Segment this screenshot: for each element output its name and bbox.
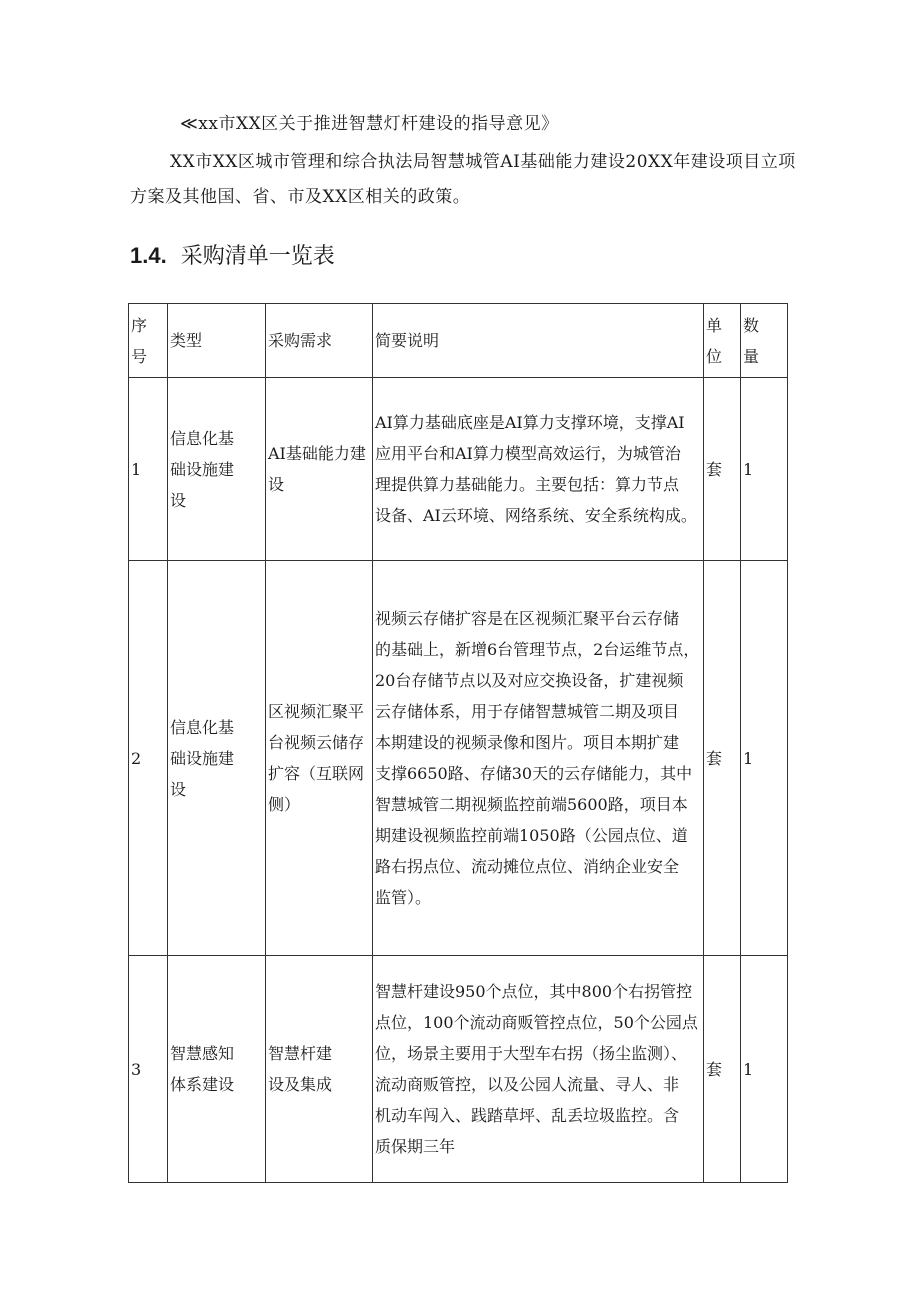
row-desc: AI算力基础底座是AI算力支撑环境，支撑AI 应用平台和AI算力模型高效运行，为城管治 理提供算力基础能力。主要包括：算力节点 设备、AI云环境、网络系统、安全系统构成。 [373, 378, 704, 561]
row-demand: 区视频汇聚平 台视频云储存 扩容（互联网 侧） [266, 561, 373, 956]
section-heading [130, 240, 335, 273]
table-header-row [129, 304, 788, 378]
header-unit: 单 位 [704, 304, 741, 378]
row-desc: 视频云存储扩容是在区视频汇聚平台云存储 的基础上，新增6台管理节点，2台运维节点， 20台存储节点以及对应交换设备，扩建视频 云存储体系，用于存储智慧城管二期及项目 本期建设的视频录像和图片。项目本期扩建 支撑6650路、存储30天的云存储能力，其中 智慧城管二期视频监控前端5600路，项目本 期建设视频监控前端1050路（公园点位、道 路右拐点位、流动摊位点位、消纳企业安全 监管）。 [373, 561, 704, 956]
row-desc: 智慧杆建设950个点位，其中800个右拐管控 点位，100个流动商贩管控点位，50个公园点 位，场景主要用于大型车右拐（扬尘监测）、 流动商贩管控，以及公园人流量、寻人、非 机动车闯入、践踏草坪、乱丢垃圾监控。含 质保期三年 [373, 956, 704, 1183]
row-seq: 2 [129, 561, 168, 956]
row-qty: 1 [741, 378, 788, 561]
row-qty: 1 [741, 561, 788, 956]
table-row [129, 561, 788, 956]
header-type: 类型 [168, 304, 266, 378]
row-type: 信息化基 础设施建 设 [168, 378, 266, 561]
project-reference-line-2: 方案及其他国、省、市及XX区相关的政策。 [130, 187, 471, 207]
table-row [129, 956, 788, 1183]
row-type: 智慧感知 体系建设 [168, 956, 266, 1183]
row-unit: 套 [704, 378, 741, 561]
table-row [129, 378, 788, 561]
row-demand: 智慧杆建 设及集成 [266, 956, 373, 1183]
header-demand: 采购需求 [266, 304, 373, 378]
project-reference-line-1: XX市XX区城市管理和综合执法局智慧城管AI基础能力建设20XX年建设项目立项 [170, 152, 796, 172]
section-title: 采购清单一览表 [180, 244, 335, 269]
header-qty: 数 量 [741, 304, 788, 378]
header-desc: 简要说明 [373, 304, 704, 378]
policy-reference: ≪xx市XX区关于推进智慧灯杆建设的指导意见》 [180, 114, 559, 134]
row-type: 信息化基 础设施建 设 [168, 561, 266, 956]
row-seq: 1 [129, 378, 168, 561]
row-demand: AI基础能力建 设 [266, 378, 373, 561]
section-number: 1.4. [130, 243, 167, 268]
procurement-table [128, 303, 788, 1183]
row-seq: 3 [129, 956, 168, 1183]
header-seq: 序 号 [129, 304, 168, 378]
row-unit: 套 [704, 956, 741, 1183]
row-qty: 1 [741, 956, 788, 1183]
row-unit: 套 [704, 561, 741, 956]
